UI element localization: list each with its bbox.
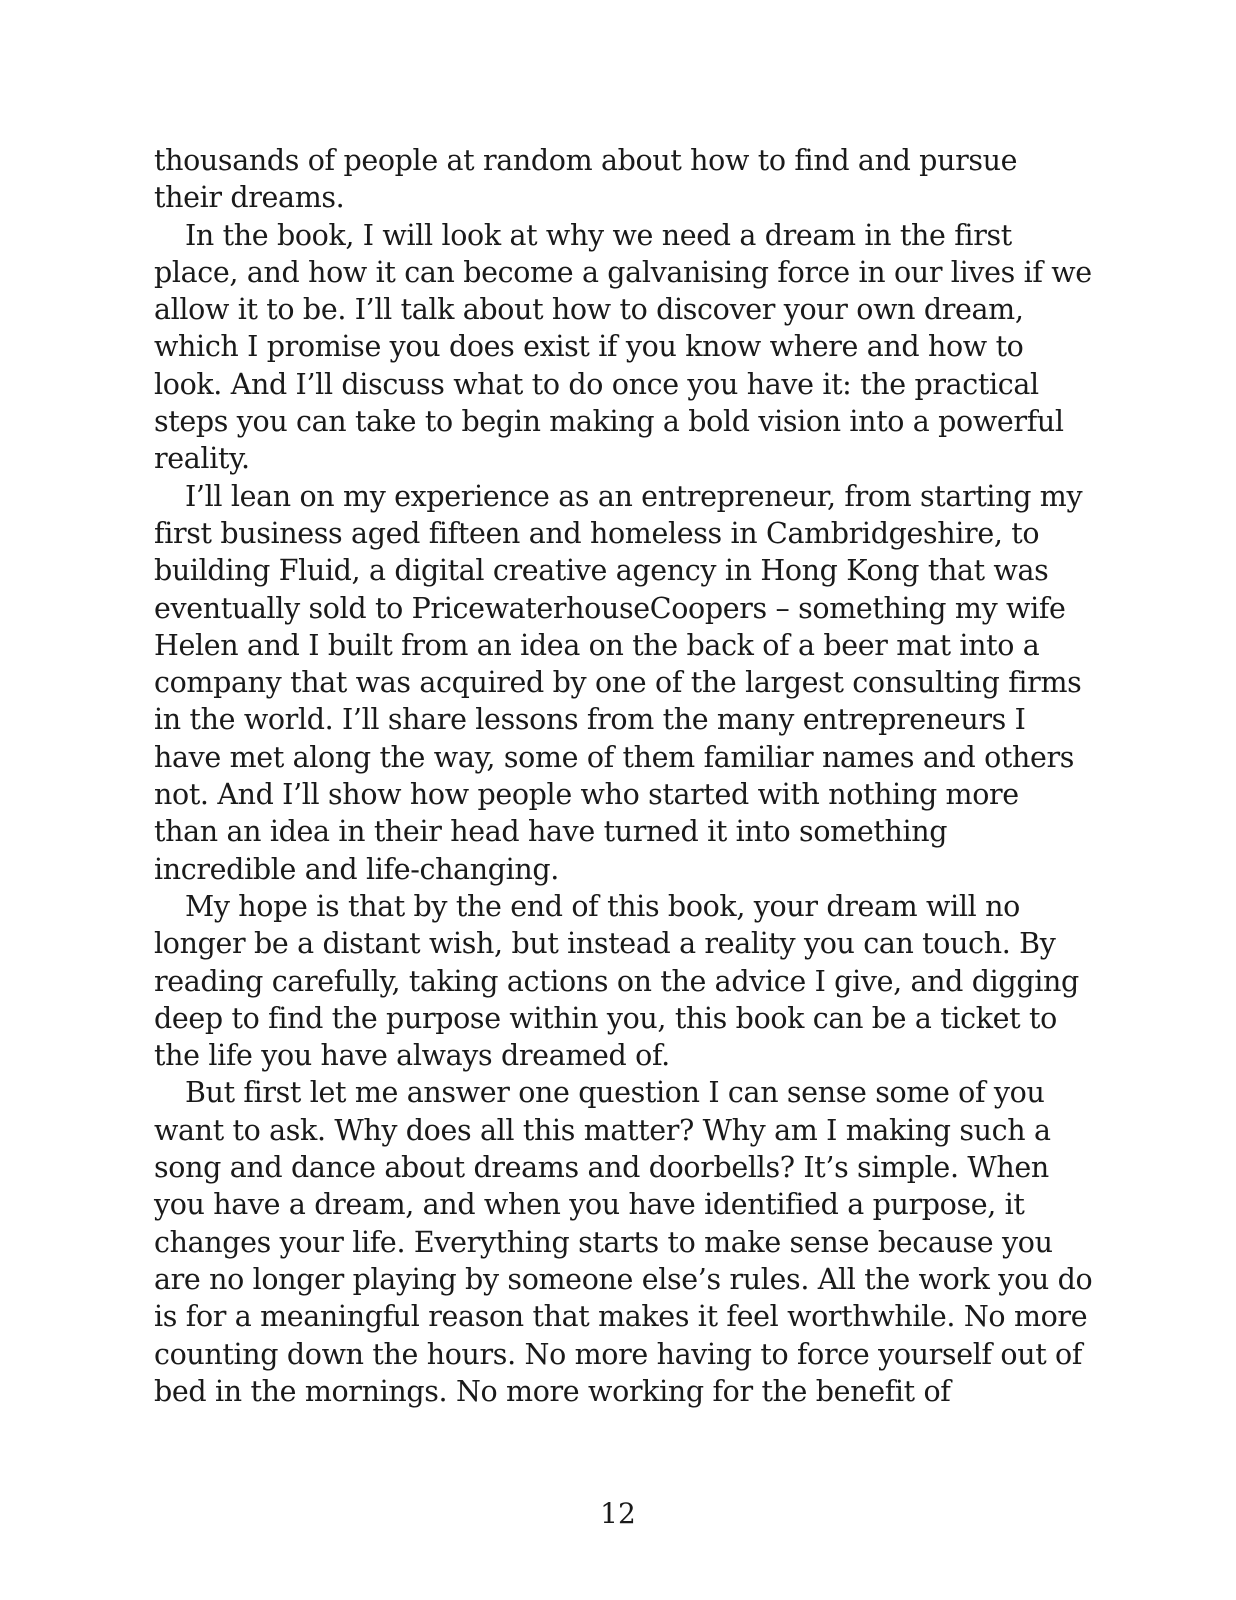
paragraph-2 (154, 217, 1092, 478)
text-line: you have a dream, and when you have identified a purpose, it (154, 1188, 1025, 1222)
text-line: which I promise you does exist if you know where and how to (154, 330, 1024, 364)
text-line: Helen and I built from an idea on the back of a beer mat into a (154, 628, 1040, 662)
text-line: thousands of people at random about how to find and pursue (154, 144, 1018, 177)
text-line: reality. (154, 442, 250, 476)
text-line: first business aged fifteen and homeless in Cambridgeshire, to (154, 516, 1040, 550)
text-line: the life you have always dreamed of. (154, 1039, 670, 1073)
paragraph-4 (154, 888, 1079, 1074)
text-line: want to ask. Why does all this matter? Why am I making such a (154, 1113, 1051, 1147)
text-line: have met along the way, some of them familiar names and others (154, 740, 1075, 774)
text-line: not. And I’ll show how people who started with nothing more (154, 778, 1019, 812)
text-line: longer be a distant wish, but instead a reality you can touch. By (154, 927, 1056, 961)
text-line: their dreams. (154, 181, 345, 215)
text-line: allow it to be. I’ll talk about how to discover your own dream, (154, 293, 1024, 327)
text-line: in the world. I’ll share lessons from the many entrepreneurs I (154, 703, 1026, 737)
text-line: eventually sold to PricewaterhouseCoopers – something my wife (154, 591, 1066, 625)
text-line: look. And I’ll discuss what to do once you have it: the practical (154, 367, 1039, 401)
text-line: I’ll lean on my experience as an entrepreneur, from starting my (185, 479, 1083, 513)
text-line: building Fluid, a digital creative agency in Hong Kong that was (154, 554, 1049, 588)
text-line: incredible and life-changing. (154, 852, 560, 886)
paragraph-5 (154, 1074, 1093, 1410)
text-line: In the book, I will look at why we need a dream in the first (185, 218, 1012, 252)
text-line: place, and how it can become a galvanising force in our lives if we (154, 255, 1092, 289)
text-line: My hope is that by the end of this book, your dream will no (185, 889, 1020, 923)
page-body (154, 142, 1093, 1410)
text-line: bed in the mornings. No more working for the benefit of (154, 1374, 951, 1408)
text-line: company that was acquired by one of the largest consulting firms (154, 666, 1082, 700)
paragraph-3 (154, 478, 1083, 888)
text-line: deep to find the purpose within you, this book can be a ticket to (154, 1001, 1057, 1035)
text-line: But first let me answer one question I can sense some of you (185, 1076, 1045, 1110)
text-line: reading carefully, taking actions on the advice I give, and digging (154, 964, 1079, 998)
paragraph-1 (154, 142, 1074, 217)
text-line: than an idea in their head have turned it into something (154, 815, 948, 849)
text-line: counting down the hours. No more having to force yourself out of (154, 1337, 1083, 1371)
text-line: is for a meaningful reason that makes it feel worthwhile. No more (154, 1300, 1088, 1334)
text-line: are no longer playing by someone else’s rules. All the work you do (154, 1262, 1093, 1296)
text-line: changes your life. Everything starts to make sense because you (154, 1225, 1053, 1259)
page-number: 12 (600, 1497, 636, 1530)
text-line: steps you can take to begin making a bold vision into a powerful (154, 405, 1064, 439)
text-line: song and dance about dreams and doorbells? It’s simple. When (154, 1151, 1049, 1185)
